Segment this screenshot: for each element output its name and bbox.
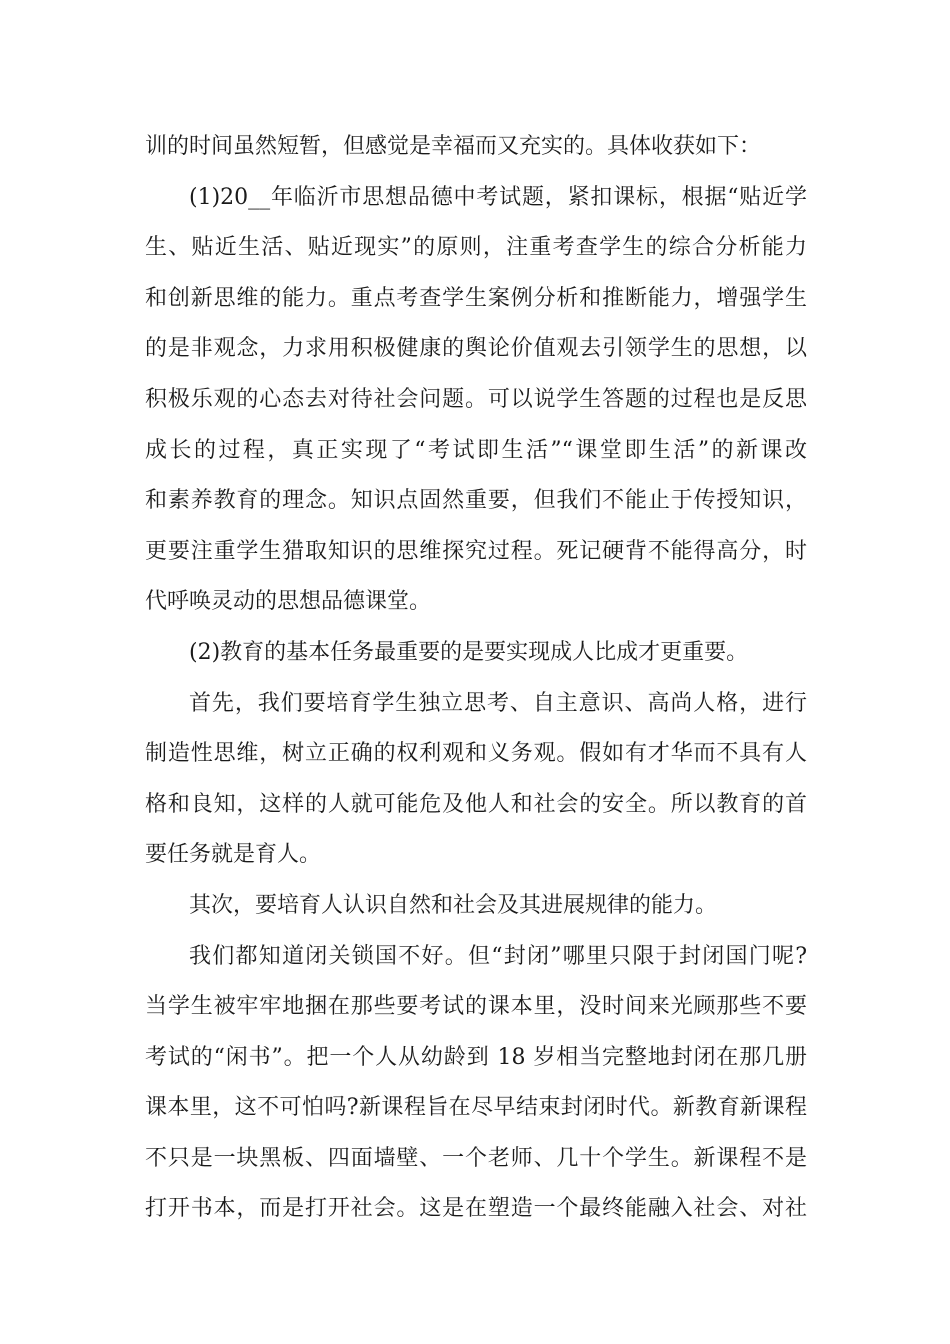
- text-line: 制造性思维，树立正确的权利观和义务观。假如有才华而不具有人: [145, 741, 807, 767]
- text-line: 首先，我们要培育学生独立思考、自主意识、高尚人格，进行: [189, 690, 807, 716]
- text-line: 我们都知道闭关锁国不好。但“封闭”哪里只限于封闭国门呢?: [189, 943, 807, 969]
- text-line: 考试的“闲书”。把一个人从幼龄到 18 岁相当完整地封闭在那几册: [145, 1044, 807, 1070]
- text-line: 和创新思维的能力。重点考查学生案例分析和推断能力，增强学生: [145, 285, 807, 311]
- document-body: [145, 122, 807, 1235]
- text-line: 代呼唤灵动的思想品德课堂。: [145, 589, 432, 615]
- text-line: 训的时间虽然短暂，但感觉是幸福而又充实的。具体收获如下：: [145, 134, 762, 159]
- text-line: 积极乐观的心态去对待社会问题。可以说学生答题的过程也是反思: [145, 386, 807, 412]
- text-line: 不只是一块黑板、四面墙壁、一个老师、几十个学生。新课程不是: [145, 1145, 807, 1171]
- text-line: 打开书本，而是打开社会。这是在塑造一个最终能融入社会、对社: [145, 1196, 807, 1222]
- text-line: (1)20__年临沂市思想品德中考试题，紧扣课标，根据“贴近学: [189, 184, 807, 210]
- text-line: 要任务就是育人。: [145, 842, 322, 868]
- text-line: 课本里，这不可怕吗?新课程旨在尽早结束封闭时代。新教育新课程: [145, 1095, 807, 1121]
- text-line: 成长的过程，真正实现了“考试即生活”“课堂即生活”的新课改: [145, 437, 807, 463]
- text-line: (2)教育的基本任务最重要的是要实现成人比成才更重要。: [189, 639, 749, 665]
- text-line: 当学生被牢牢地捆在那些要考试的课本里，没时间来光顾那些不要: [145, 994, 807, 1020]
- text-line: 的是非观念，力求用积极健康的舆论价值观去引领学生的思想，以: [145, 336, 807, 362]
- text-line: 格和良知，这样的人就可能危及他人和社会的安全。所以教育的首: [145, 791, 807, 817]
- text-line: 其次，要培育人认识自然和社会及其进展规律的能力。: [189, 892, 718, 918]
- text-line: 和素养教育的理念。知识点固然重要，但我们不能止于传授知识，: [145, 488, 807, 514]
- text-line: 生、贴近生活、贴近现实”的原则，注重考查学生的综合分析能力: [145, 235, 807, 261]
- text-line: 更要注重学生猎取知识的思维探究过程。死记硬背不能得高分，时: [145, 538, 807, 564]
